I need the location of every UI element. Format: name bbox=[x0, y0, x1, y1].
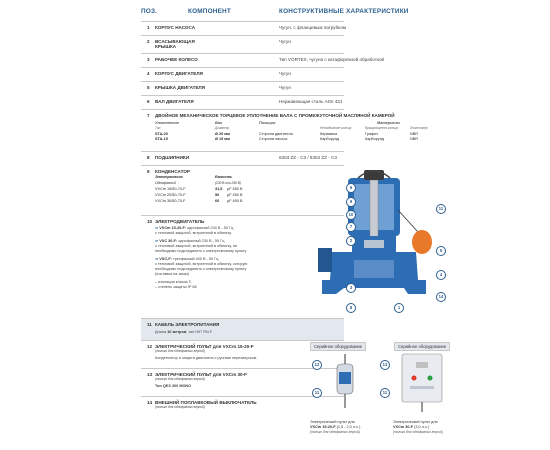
table-row-motor: 10 ЭЛЕКТРОДВИГАТЕЛЬ ➡ VXCm 15-20-F: однофазный 230 В - 50 Гц с тепловой защитой, встроенной в обмотку ➡ VXC 30-F: однофазный 230 В - 50 Гц с тепловой защитой, встроенной в обмотку, не необходимо подсоединять к электрическому пульту ➡ VXC-F: трехфазный 400 В - 50 Гц с тепловой защитой, встроенной в обмотку, которую необходимо подсоединять к электрическому пульту (поставка на заказ) – изоляция класса F, – степень защиты IP 68 bbox=[141, 215, 344, 318]
diagram-label: 7 bbox=[346, 222, 356, 232]
diagram-label: 4 bbox=[436, 270, 446, 280]
diagram-label: 3 bbox=[346, 283, 356, 293]
impeller bbox=[354, 260, 394, 278]
panel-label: 11 bbox=[312, 388, 322, 398]
panel-label: 13 bbox=[380, 360, 390, 370]
discharge-flange bbox=[318, 248, 332, 272]
table-row: 4 КОРПУС ДВИГАТЕЛЯ Чугун bbox=[141, 67, 344, 81]
diagram-label: 9 bbox=[346, 197, 356, 207]
panel-15-drawing bbox=[320, 354, 370, 408]
diagram-label: 10 bbox=[346, 210, 356, 220]
panel-label: 12 bbox=[312, 360, 322, 370]
table-row-seal: 7 ДВОЙНОЕ МЕХАНИЧЕСКОЕ ТОРЦЕВОЕ УПЛОТНЕНИЕ ВАЛА С ПРОМЕЖУТОЧНОЙ МАСЛЯНОЙ КАМЕРОЙ Уплотнение Вал Позиция Материалы Тип Диаметр Неподвижное кольцо Вращающееся кольцо Эластомер STA-20 Ø 20 мм Сторона двигателя Керамика Графит NBR STA-19 Ø 19 мм Сторона насоса Карборунд Карборунд NBR bbox=[141, 109, 344, 151]
table-row: 8 ПОДШИПНИКИ 6304 ZZ - C3 / 6304 ZZ - C3 bbox=[141, 151, 344, 165]
diagram-label: 6 bbox=[346, 183, 356, 193]
diagram-label: 2 bbox=[346, 236, 356, 246]
float-switch bbox=[412, 230, 432, 254]
table-row: 2 ВСАСЫВАЮЩАЯ КРЫШКА Чугун bbox=[141, 35, 344, 53]
header-num: ПОЗ. bbox=[141, 8, 158, 15]
diagram-label: 8 bbox=[346, 303, 356, 313]
float-cable bbox=[398, 210, 418, 232]
diagram-label: 11 bbox=[436, 204, 446, 214]
panel-30-drawing bbox=[400, 352, 444, 412]
mechanical-seal bbox=[364, 240, 384, 248]
panel-label: 11 bbox=[380, 388, 390, 398]
table-row-panel15: 12 ЭЛЕКТРИЧЕСКИЙ ПУЛЬТ для VXCm 15-20-F (только для однофазных версий) Конденсатор и защита двигателя с ручным перезапуском bbox=[141, 340, 344, 368]
diagram-label: 5 bbox=[436, 246, 446, 256]
motor-description: ➡ VXCm 15-20-F: однофазный 230 В - 50 Гц с тепловой защитой, встроенной в обмотку ➡ VXC 30-F: однофазный 230 В - 50 Гц с тепловой защитой, встроенной в обмотку, не необходимо подсоединять к электрическому пульту ➡ VXC-F: трехфазный 400 В - 50 Гц с тепловой защитой, встроенной в обмотку, которую необходимо подсоединять к электрическому пульту (поставка на заказ) – изоляция класса F, – степень защиты IP 68 bbox=[155, 226, 248, 289]
table-row: 6 ВАЛ ДВИГАТЕЛЯ Нержавеющая сталь AISI 431 bbox=[141, 95, 344, 109]
panel-15-caption: Электрический пульт для VXCm 15-20-F (1,5 - 2,0 л.с.) (только для однофазных версий) bbox=[310, 420, 361, 434]
table-row-float: 14 ВНЕШНИЙ ПОПЛАВКОВЫЙ ВЫКЛЮЧАТЕЛЬ (только для однофазных версий) bbox=[141, 396, 344, 416]
diagram-label: 1 bbox=[394, 303, 404, 313]
table-row-capacitor: 9 КОНДЕНСАТОР Электронасос Емкость Однофазный (230 В или 240 В) VXCm 15/50-70-F 31,5 µF 450 В VXCm 20/50-70-F 50 µF 450 В VXCm 30/50-70-F 60 µF 450 В bbox=[141, 165, 344, 215]
table-row: 3 РАБОЧЕЕ КОЛЕСО Тип VORTEX, чугуна с катафорезной обработкой bbox=[141, 53, 344, 67]
header-component: КОМПОНЕНТ bbox=[188, 8, 231, 15]
pump-section-diagram bbox=[318, 170, 448, 310]
table-row: 1 КОРПУС НАСОСА Чугун, с фланцевым патрубком bbox=[141, 21, 344, 35]
standard-equipment-label-2: Серийное оборудование bbox=[394, 342, 450, 351]
diagram-label: 14 bbox=[436, 292, 446, 302]
standard-equipment-label: Серийное оборудование bbox=[310, 342, 366, 351]
header-spec: КОНСТРУКТИВНЫЕ ХАРАКТЕРИСТИКИ bbox=[279, 8, 409, 15]
table-row-cable: 11 КАБЕЛЬ ЭЛЕКТРОПИТАНИЯ Длина 10 метров, тип H07 RN-F bbox=[141, 318, 344, 340]
table-row: 5 КРЫШКА ДВИГАТЕЛЯ Чугун bbox=[141, 81, 344, 95]
table-row-panel30: 13 ЭЛЕКТРИЧЕСКИЙ ПУЛЬТ для VXCm 30-F (только для однофазных версий) Тип QES 300 MONO bbox=[141, 368, 344, 396]
panel-30-caption: Электрический пульт для VXCm 30-F (3,0 л.с.) (только для однофазных версий) bbox=[393, 420, 443, 434]
